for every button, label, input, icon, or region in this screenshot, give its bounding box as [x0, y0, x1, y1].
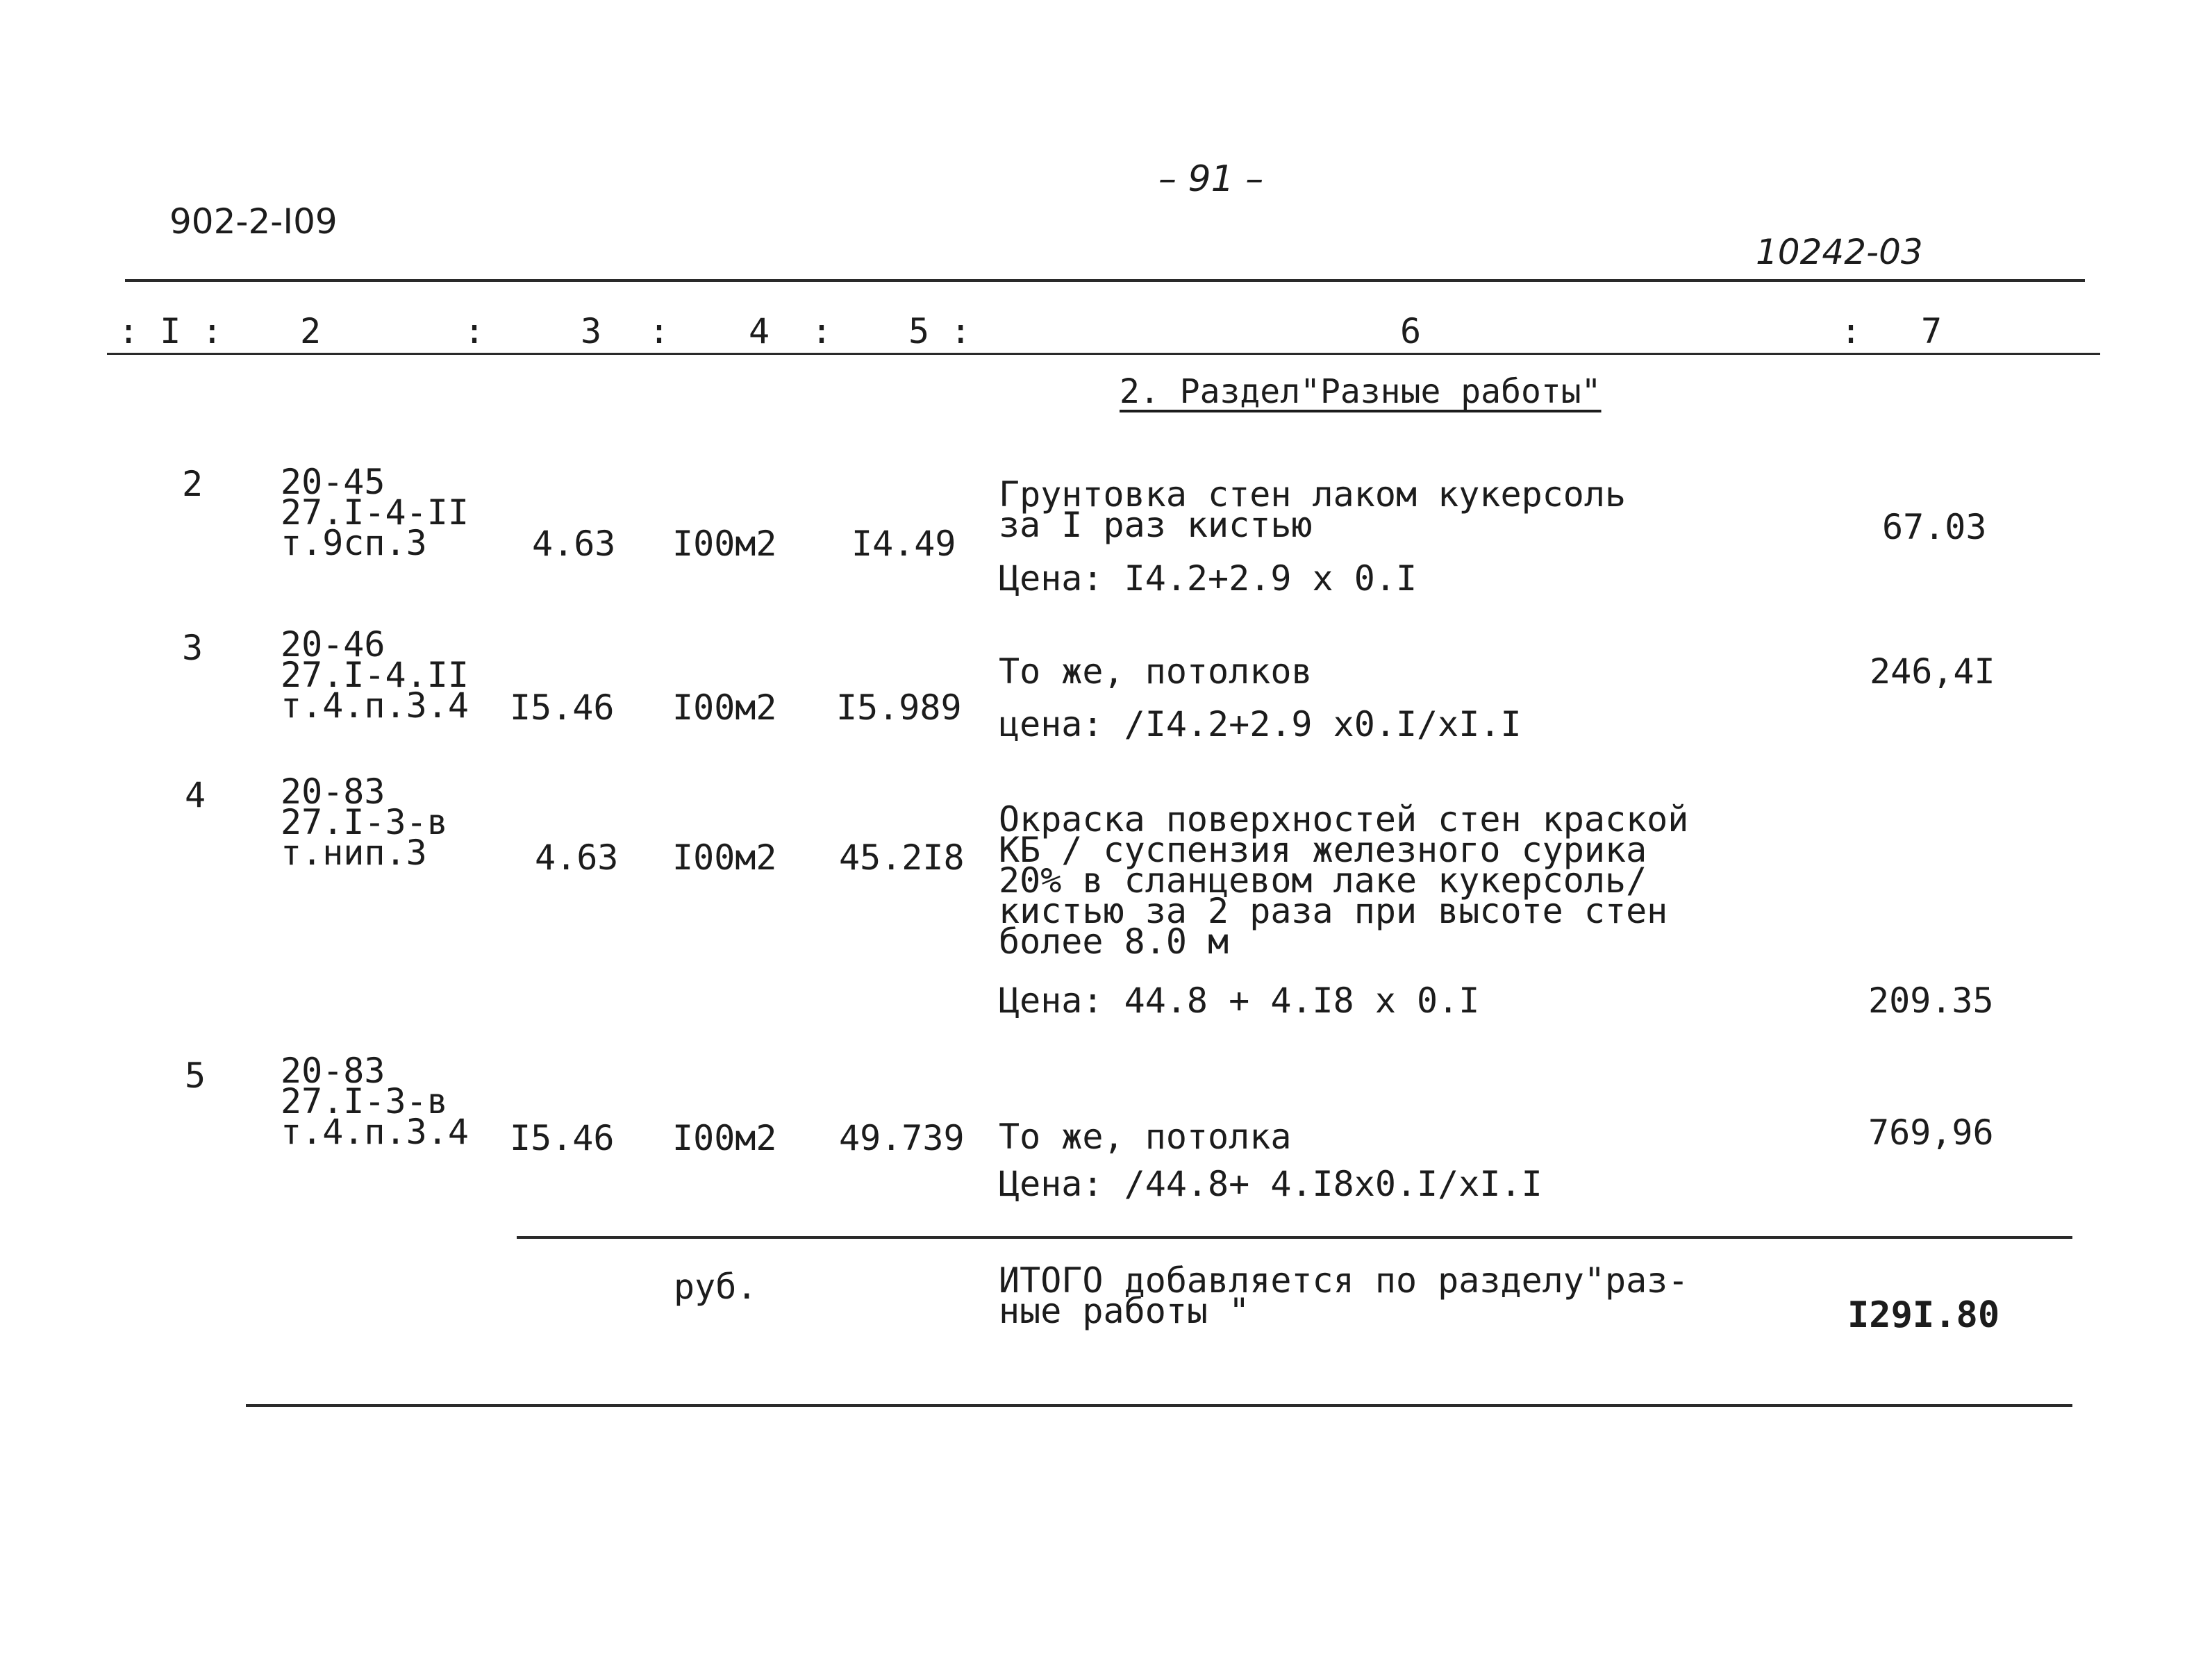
row-quantity: I5.46: [510, 687, 615, 728]
row-codes: 20-83 27.I-3-в т.4.п.3.4: [281, 1051, 469, 1152]
page-number: – 91 –: [1158, 158, 1264, 200]
header-col-7-sep: :: [1840, 311, 1862, 351]
header-col-6: 6: [1400, 311, 1422, 351]
row-codes: 20-45 27.I-4-II т.9сп.3: [281, 462, 469, 563]
document-code: 902-2-I09: [169, 201, 338, 242]
row-unit: I00м2: [672, 1118, 777, 1158]
row-description: Окраска поверхностей стен краской КБ / суспензия железного сурика 20% в сланцевом лаке кукерсоль/ кистью за 2 раза при высоте стен более 8.0 м: [999, 799, 1689, 962]
row-quantity: I5.46: [510, 1118, 615, 1158]
top-rule: [125, 279, 2085, 282]
row-unit: I00м2: [672, 687, 777, 728]
summary-total: I29I.80: [1847, 1294, 2000, 1336]
row-price: I5.989: [836, 687, 962, 728]
summary-label: ИТОГО добавляется по разделу"раз- ные работы ": [999, 1260, 1689, 1331]
row-price: 45.2I8: [839, 837, 965, 878]
row-description: То же, потолка: [999, 1117, 1292, 1157]
bottom-rule: [246, 1404, 2072, 1407]
row-description: То же, потолков: [999, 651, 1313, 692]
row-price-formula: цена: /I4.2+2.9 х0.I/хI.I: [999, 704, 1522, 744]
row-quantity: 4.63: [535, 837, 619, 878]
header-col-4-sep: :: [811, 311, 833, 351]
row-total: 209.35: [1868, 981, 1994, 1021]
row-quantity: 4.63: [532, 524, 616, 564]
header-col-4: 4: [749, 311, 770, 351]
header-col-5: 5 :: [908, 311, 972, 351]
row-number: 5: [185, 1056, 206, 1096]
row-price-formula: Цена: 44.8 + 4.I8 х 0.I: [999, 981, 1480, 1021]
header-col-7: 7: [1921, 311, 1943, 351]
row-total: 769,96: [1868, 1112, 1994, 1153]
summary-unit: руб.: [674, 1267, 758, 1307]
header-col-2-sep: :: [464, 311, 485, 351]
row-description: Грунтовка стен лаком кукерсоль за I раз кистью: [999, 474, 1627, 545]
row-price: I4.49: [851, 524, 956, 564]
header-col-2: 2: [300, 311, 322, 351]
row-number: 3: [182, 628, 203, 668]
header-col-1: : I :: [118, 311, 223, 351]
inventory-number: 10242-03: [1756, 232, 1923, 272]
summary-top-rule: [517, 1236, 2072, 1239]
header-bottom-rule: [107, 353, 2100, 355]
section-title: 2. Раздел"Разные работы": [1120, 372, 1602, 411]
row-unit: I00м2: [672, 837, 777, 878]
row-unit: I00м2: [672, 524, 777, 564]
row-price: 49.739: [839, 1118, 965, 1158]
row-number: 2: [182, 464, 203, 504]
row-total: 67.03: [1882, 507, 1987, 547]
row-price-formula: Цена: /44.8+ 4.I8х0.I/хI.I: [999, 1164, 1542, 1204]
row-total: 246,4I: [1870, 651, 1995, 692]
header-col-3: 3: [581, 311, 602, 351]
row-price-formula: Цена: I4.2+2.9 х 0.I: [999, 558, 1417, 599]
row-number: 4: [185, 775, 206, 815]
row-codes: 20-83 27.I-3-в т.нип.3: [281, 771, 448, 873]
header-col-3-sep: :: [649, 311, 670, 351]
row-codes: 20-46 27.I-4.II т.4.п.3.4: [281, 624, 469, 726]
